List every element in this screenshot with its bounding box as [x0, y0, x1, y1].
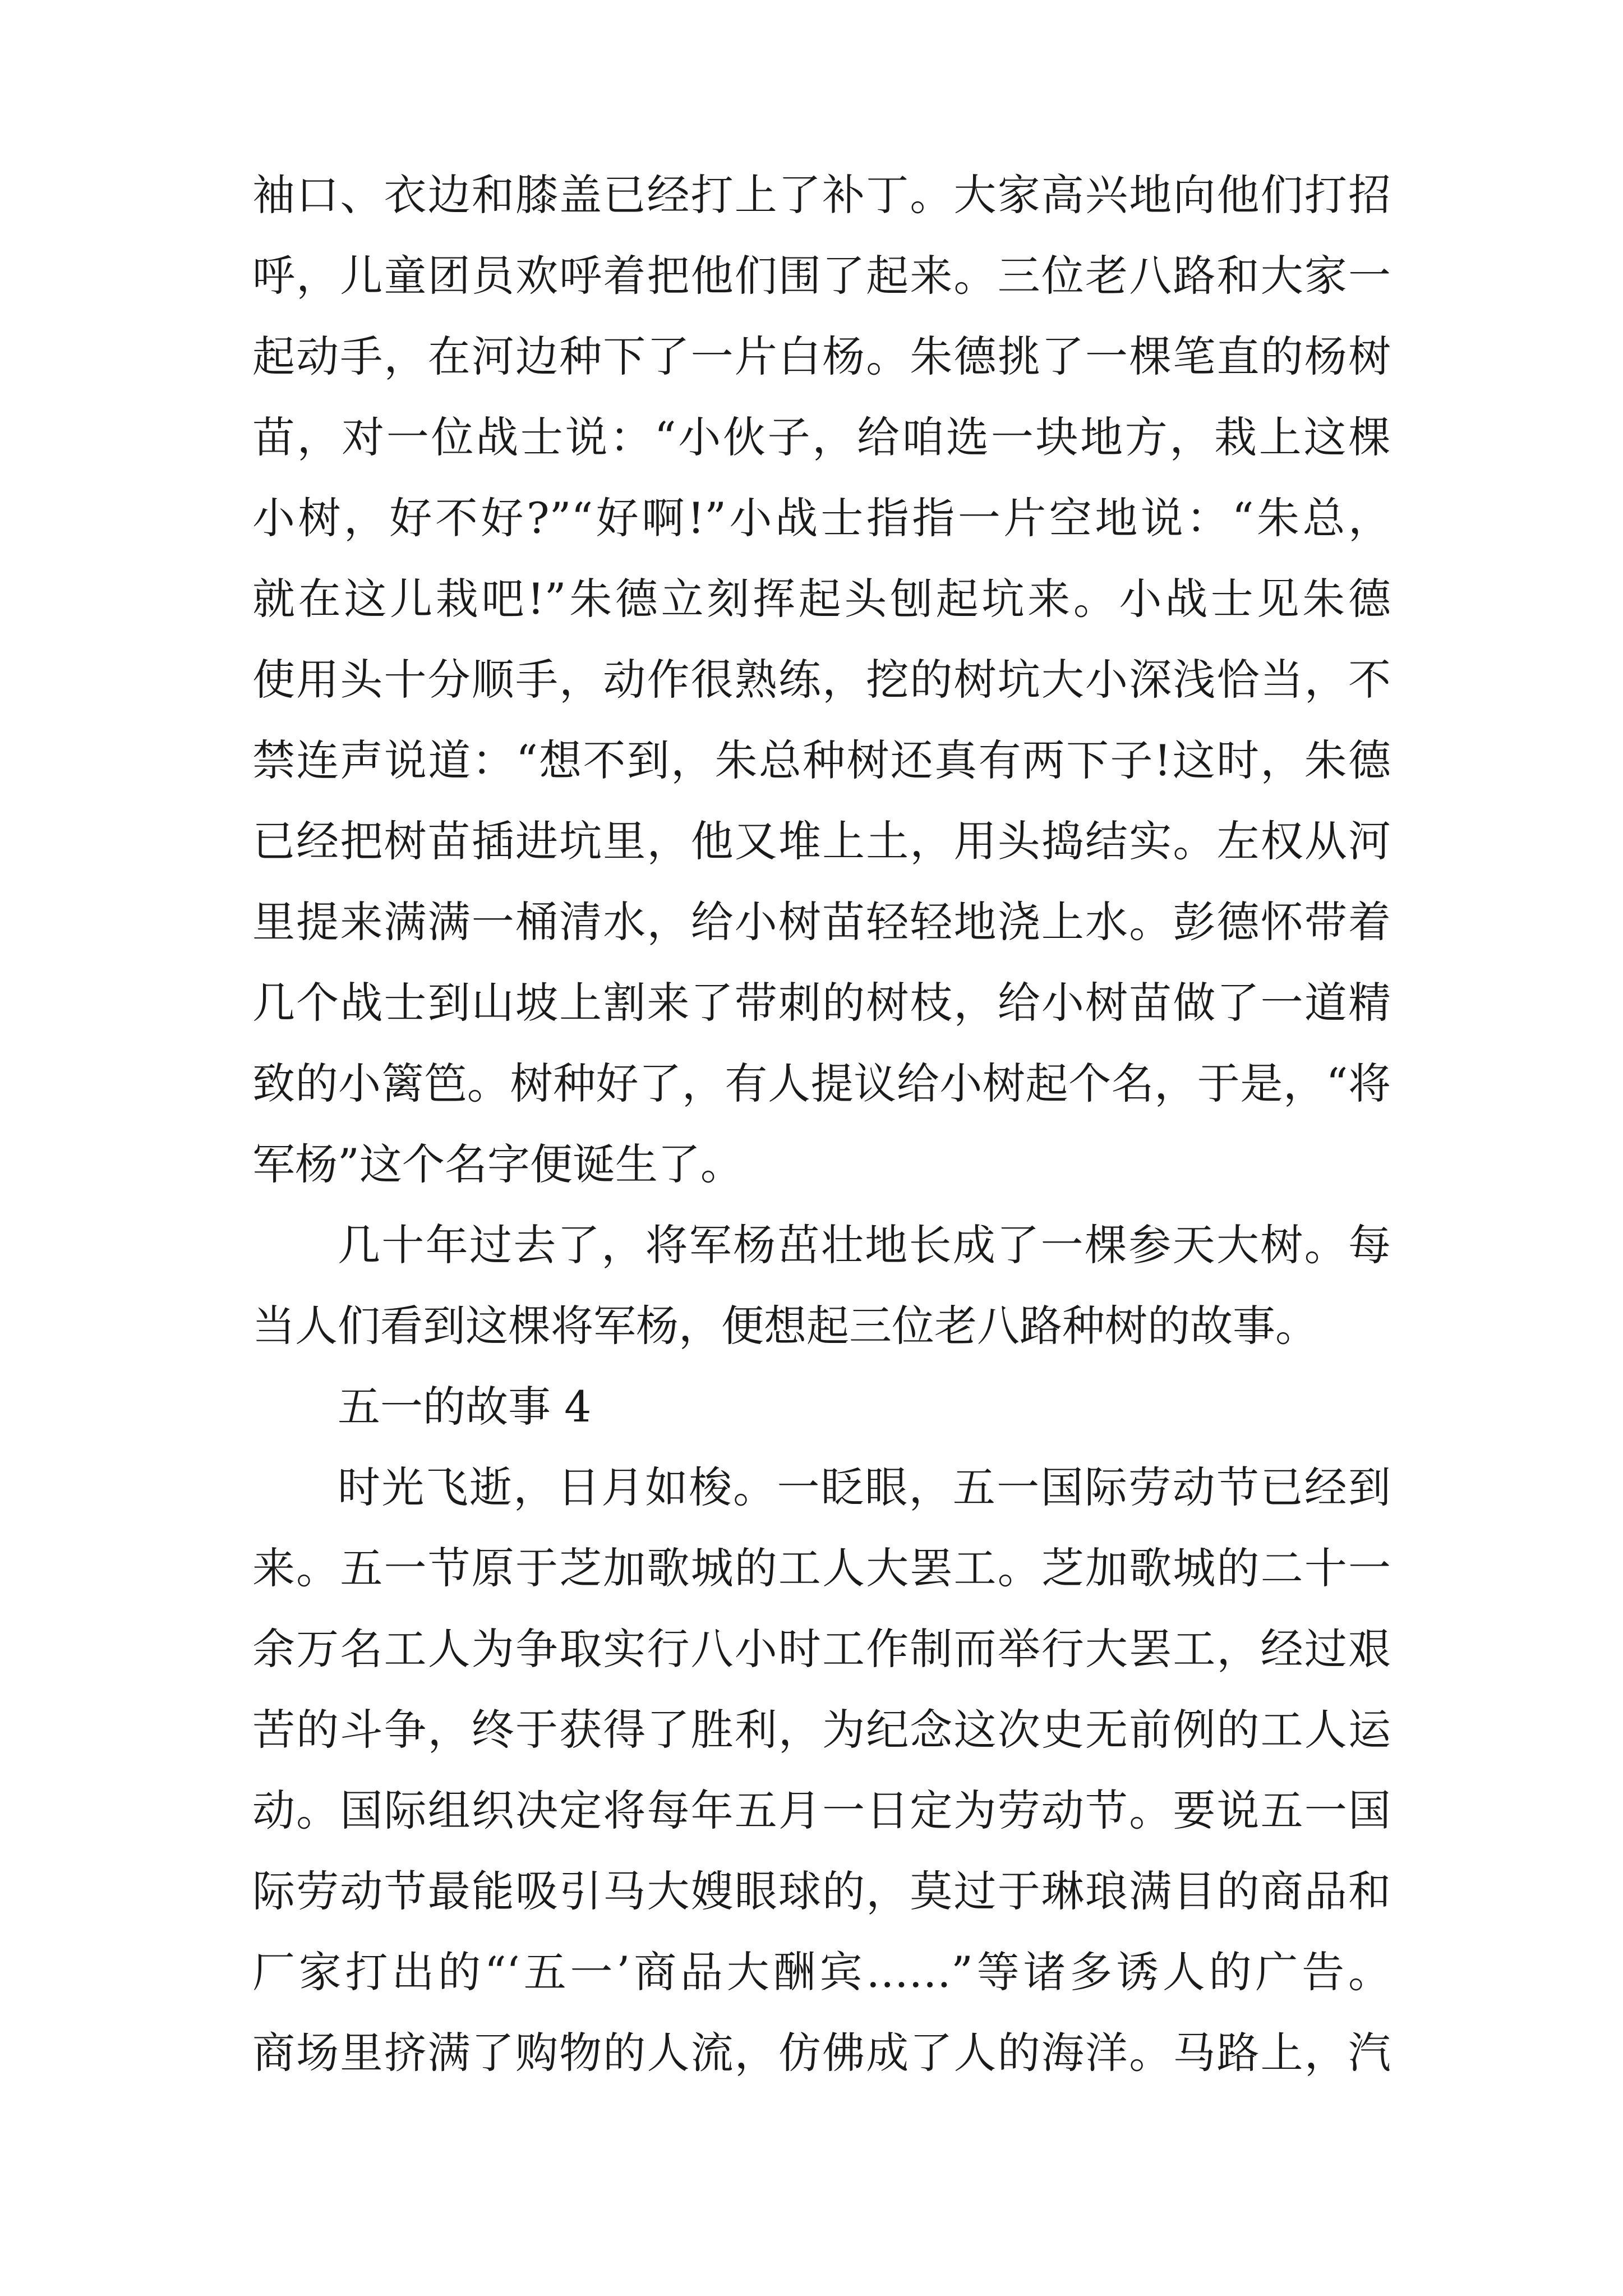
section-heading: 五一的故事 4	[338, 1382, 592, 1432]
text-line: 当人们看到这棵将军杨，便想起三位老八路种树的故事。	[252, 1301, 1318, 1351]
text-line: 军杨”这个名字便诞生了。	[252, 1139, 743, 1189]
text-line: 禁连声说道：“想不到，朱总种树还真有两下子!这时，朱德	[252, 735, 1391, 785]
text-line: 几十年过去了，将军杨茁壮地长成了一棵参天大树。每	[338, 1220, 1391, 1270]
text-line: 际劳动节最能吸引马大嫂眼球的，莫过于琳琅满目的商品和	[252, 1866, 1391, 1916]
text-line: 袖口、衣边和膝盖已经打上了补丁。大家高兴地向他们打招	[252, 170, 1391, 220]
text-line: 已经把树苗插进坑里，他又堆上土，用头捣结实。左权从河	[252, 816, 1391, 866]
text-line: 呼，儿童团员欢呼着把他们围了起来。三位老八路和大家一	[252, 251, 1391, 301]
text-line: 时光飞逝，日月如梭。一眨眼，五一国际劳动节已经到	[338, 1462, 1391, 1512]
text-line: 起动手，在河边种下了一片白杨。朱德挑了一棵笔直的杨树	[252, 332, 1391, 381]
text-line: 小树，好不好?”“好啊!”小战士指指一片空地说：“朱总，	[252, 493, 1391, 543]
text-line: 使用头十分顺手，动作很熟练，挖的树坑大小深浅恰当，不	[252, 655, 1391, 705]
article-body	[252, 170, 1391, 2113]
text-line: 来。五一节原于芝加歌城的工人大罢工。芝加歌城的二十一	[252, 1543, 1391, 1593]
text-line: 苦的斗争，终于获得了胜利，为纪念这次史无前例的工人运	[252, 1705, 1391, 1755]
text-line: 致的小篱笆。树种好了，有人提议给小树起个名，于是，“将	[252, 1059, 1391, 1108]
text-line: 厂家打出的“‘五一’商品大酬宾……”等诸多诱人的广告。	[252, 1947, 1391, 1997]
text-line: 就在这儿栽吧!”朱德立刻挥起头刨起坑来。小战士见朱德	[252, 574, 1391, 624]
text-line: 苗，对一位战士说：“小伙子，给咱选一块地方，栽上这棵	[252, 412, 1391, 462]
text-line: 几个战士到山坡上割来了带刺的树枝，给小树苗做了一道精	[252, 978, 1391, 1028]
text-line: 动。国际组织决定将每年五月一日定为劳动节。要说五一国	[252, 1786, 1391, 1835]
text-line: 余万名工人为争取实行八小时工作制而举行大罢工，经过艰	[252, 1624, 1391, 1674]
text-line: 商场里挤满了购物的人流，仿佛成了人的海洋。马路上，汽	[252, 2028, 1391, 2078]
text-line: 里提来满满一桶清水，给小树苗轻轻地浇上水。彭德怀带着	[252, 897, 1391, 947]
